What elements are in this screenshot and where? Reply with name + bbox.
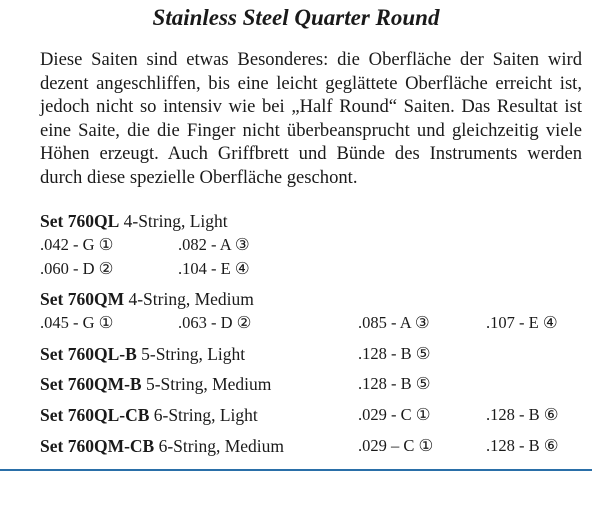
string-gauge: .128 - B ⑤ (358, 374, 431, 393)
intro-paragraph (40, 48, 582, 190)
set-code: Set 760QM (40, 289, 125, 309)
set-code: Set 760QM-B (40, 374, 142, 394)
set-description: 4-String, Light (119, 211, 228, 231)
string-gauge: .042 - G ① (40, 235, 114, 254)
string-gauge: .128 - B ⑥ (486, 405, 559, 424)
set-760ql-heading (40, 209, 228, 233)
set-760qm-b-row (40, 372, 431, 396)
set-description: 5-String, Medium (141, 374, 272, 394)
set-code: Set 760QL-CB (40, 405, 150, 425)
intro-text: Diese Saiten sind etwas Besonderes: die Oberfläche der Saiten wird dezent angeschliffen, bis eine leicht geglättete Oberfläche erreicht ist, jedoch nicht so intensiv wie bei „Half Round“ Saiten. Das Resultat ist eine Saite, die die Finger nicht überbeansprucht und gleichzeitig viele Höhen erzeugt. Auch Griffbrett und Bünde des Instruments werden durch diese spezielle Oberfläche geschont. (40, 49, 582, 188)
set-760qm-heading (40, 287, 254, 311)
divider-line (0, 469, 592, 471)
set-760qm-cb-row (40, 434, 559, 458)
set-code: Set 760QL (40, 211, 120, 231)
string-gauge: .128 - B ⑤ (358, 344, 431, 363)
string-gauge: .107 - E ④ (486, 313, 558, 332)
page-title: Stainless Steel Quarter Round (152, 5, 440, 30)
set-description: 6-String, Light (149, 405, 258, 425)
set-760ql-cb-row (40, 403, 559, 427)
set-code: Set 760QL-B (40, 344, 137, 364)
set-description: 5-String, Light (136, 344, 246, 364)
string-gauge: .085 - A ③ (358, 313, 430, 332)
string-gauge: .082 - A ③ (178, 235, 250, 254)
set-code: Set 760QM-CB (40, 436, 155, 456)
set-description: 6-String, Medium (154, 436, 285, 456)
string-gauge: .060 - D ② (40, 259, 114, 278)
set-760ql-b-row (40, 342, 431, 366)
string-gauge: .029 - C ① (358, 405, 431, 424)
string-gauge: .045 - G ① (40, 313, 114, 332)
string-gauge: .128 - B ⑥ (486, 436, 559, 455)
string-gauge: .029 – C ① (358, 436, 434, 455)
string-gauge: .063 - D ② (178, 313, 252, 332)
string-gauge: .104 - E ④ (178, 259, 250, 278)
set-description: 4-String, Medium (124, 289, 254, 309)
